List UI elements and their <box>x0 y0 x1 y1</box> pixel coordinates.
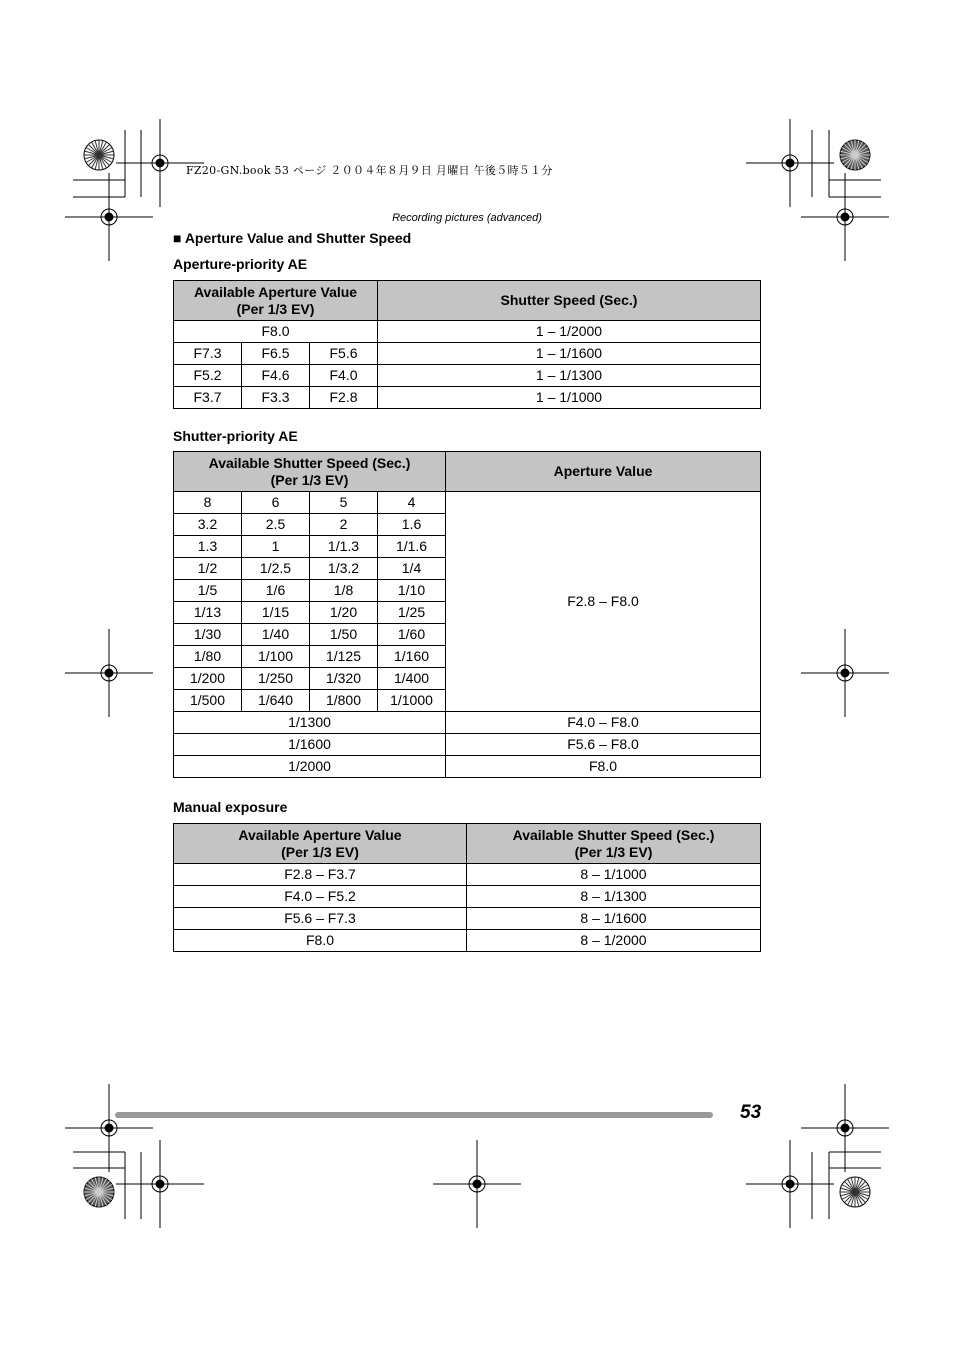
table-row <box>174 365 761 387</box>
aperture-value-cell: F5.6 <box>310 343 378 365</box>
crosshair-target-icon <box>746 1140 834 1228</box>
table-row <box>174 321 761 343</box>
shutter-range-cell: 8 – 1/1000 <box>467 864 761 886</box>
aperture-priority-title: Aperture-priority AE <box>173 256 308 272</box>
table-row <box>174 930 761 952</box>
table-row <box>174 908 761 930</box>
shutter-speed-cell: 6 <box>242 492 310 514</box>
shutter-speed-cell: 1/200 <box>174 668 242 690</box>
table-row <box>174 886 761 908</box>
shutter-speed-cell: 1 – 1/1300 <box>378 365 761 387</box>
table-row <box>174 756 761 778</box>
crosshair-target-icon <box>746 119 834 207</box>
shutter-speed-cell: 1/1600 <box>174 734 446 756</box>
aperture-range-cell: F4.0 – F5.2 <box>174 886 467 908</box>
manual-exposure-table <box>173 823 761 952</box>
running-head: Recording pictures (advanced) <box>392 212 542 224</box>
shutter-range-cell: 8 – 1/1600 <box>467 908 761 930</box>
shutter-speed-cell: 1.3 <box>174 536 242 558</box>
shutter-speed-cell: 1/40 <box>242 624 310 646</box>
shutter-speed-cell: 1/8 <box>310 580 378 602</box>
shutter-speed-cell: 1/800 <box>310 690 378 712</box>
aperture-range-cell: F5.6 – F7.3 <box>174 908 467 930</box>
shutter-speed-cell: 1/2.5 <box>242 558 310 580</box>
shutter-speed-cell: 1/500 <box>174 690 242 712</box>
shutter-speed-cell: 1/4 <box>378 558 446 580</box>
shutter-speed-cell: 1 – 1/1600 <box>378 343 761 365</box>
page-number: 53 <box>740 1102 762 1123</box>
aperture-value-cell: F4.6 <box>242 365 310 387</box>
shutter-speed-cell: 5 <box>310 492 378 514</box>
shutter-speed-cell: 1 <box>242 536 310 558</box>
shutter-speed-cell: 1/250 <box>242 668 310 690</box>
section-title: ■ Aperture Value and Shutter Speed <box>173 230 412 246</box>
crosshair-target-icon <box>65 629 153 717</box>
shutter-speed-cell: 8 <box>174 492 242 514</box>
shutter-speed-cell: 1/125 <box>310 646 378 668</box>
shutter-range-cell: 8 – 1/1300 <box>467 886 761 908</box>
shutter-speed-cell: 1.6 <box>378 514 446 536</box>
shutter-speed-cell: 1/5 <box>174 580 242 602</box>
shutter-speed-cell: 1/25 <box>378 602 446 624</box>
shutter-priority-title: Shutter-priority AE <box>173 428 298 444</box>
crosshair-target-icon <box>433 1140 521 1228</box>
manual-header-left: Available Aperture Value (Per 1/3 EV) <box>174 824 467 864</box>
shutter-speed-cell: 2.5 <box>242 514 310 536</box>
shutter-speed-cell: 1/320 <box>310 668 378 690</box>
shutter-speed-cell: 1/3.2 <box>310 558 378 580</box>
shutter-speed-cell: 1/1300 <box>174 712 446 734</box>
shutter-priority-header-left: Available Shutter Speed (Sec.) (Per 1/3 EV) <box>174 452 446 492</box>
shutter-speed-cell: 4 <box>378 492 446 514</box>
crosshair-target-icon <box>801 1084 889 1172</box>
crosshair-target-icon <box>65 1084 153 1172</box>
shutter-speed-cell: 2 <box>310 514 378 536</box>
aperture-value-cell: F4.0 <box>310 365 378 387</box>
shutter-speed-cell: 1/6 <box>242 580 310 602</box>
shutter-speed-cell: 1/1.3 <box>310 536 378 558</box>
shutter-speed-cell: 1 – 1/2000 <box>378 321 761 343</box>
aperture-value-cell: F3.3 <box>242 387 310 409</box>
crosshair-target-icon <box>116 1140 204 1228</box>
footer-bar <box>115 1112 713 1118</box>
aperture-range-cell: F8.0 <box>174 930 467 952</box>
aperture-range-cell: F5.6 – F8.0 <box>446 734 761 756</box>
shutter-speed-cell: 1 – 1/1000 <box>378 387 761 409</box>
aperture-value-cell: F6.5 <box>242 343 310 365</box>
table-row <box>174 864 761 886</box>
table-row <box>174 712 761 734</box>
table-row <box>174 734 761 756</box>
aperture-range-cell: F8.0 <box>446 756 761 778</box>
print-header: FZ20-GN.book 53 ページ ２００４年８月９日 月曜日 午後５時５１分 <box>186 164 553 177</box>
shutter-priority-table <box>173 451 761 778</box>
aperture-value-cell: F7.3 <box>174 343 242 365</box>
shutter-speed-cell: 1/50 <box>310 624 378 646</box>
shutter-speed-cell: 1/20 <box>310 602 378 624</box>
shutter-range-cell: 8 – 1/2000 <box>467 930 761 952</box>
registration-rosette-icon <box>84 140 114 170</box>
aperture-priority-header-left: Available Aperture Value (Per 1/3 EV) <box>174 281 378 321</box>
aperture-range-cell: F2.8 – F8.0 <box>446 492 761 712</box>
shutter-speed-cell: 1/2 <box>174 558 242 580</box>
table-row <box>174 387 761 409</box>
aperture-value-cell: F2.8 <box>310 387 378 409</box>
table-row <box>174 343 761 365</box>
aperture-priority-header-right: Shutter Speed (Sec.) <box>378 281 761 321</box>
registration-rosette-icon <box>84 1177 114 1207</box>
aperture-range-cell: F2.8 – F3.7 <box>174 864 467 886</box>
table-row <box>174 492 761 514</box>
shutter-speed-cell: 1/30 <box>174 624 242 646</box>
shutter-speed-cell: 1/640 <box>242 690 310 712</box>
shutter-speed-cell: 1/10 <box>378 580 446 602</box>
shutter-speed-cell: 1/80 <box>174 646 242 668</box>
registration-rosette-icon <box>840 140 870 170</box>
shutter-speed-cell: 3.2 <box>174 514 242 536</box>
shutter-speed-cell: 1/13 <box>174 602 242 624</box>
manual-header-right: Available Shutter Speed (Sec.) (Per 1/3 EV) <box>467 824 761 864</box>
shutter-speed-cell: 1/2000 <box>174 756 446 778</box>
shutter-priority-header-right: Aperture Value <box>446 452 761 492</box>
shutter-speed-cell: 1/1.6 <box>378 536 446 558</box>
aperture-range-cell: F4.0 – F8.0 <box>446 712 761 734</box>
shutter-speed-cell: 1/400 <box>378 668 446 690</box>
shutter-speed-cell: 1/1000 <box>378 690 446 712</box>
registration-rosette-icon <box>840 1177 870 1207</box>
manual-exposure-title: Manual exposure <box>173 799 288 815</box>
shutter-speed-cell: 1/100 <box>242 646 310 668</box>
shutter-speed-cell: 1/60 <box>378 624 446 646</box>
shutter-speed-cell: 1/15 <box>242 602 310 624</box>
aperture-priority-table <box>173 280 761 409</box>
aperture-value-cell: F5.2 <box>174 365 242 387</box>
aperture-value-cell: F3.7 <box>174 387 242 409</box>
crosshair-target-icon <box>801 629 889 717</box>
shutter-speed-cell: 1/160 <box>378 646 446 668</box>
aperture-value-cell: F8.0 <box>174 321 378 343</box>
